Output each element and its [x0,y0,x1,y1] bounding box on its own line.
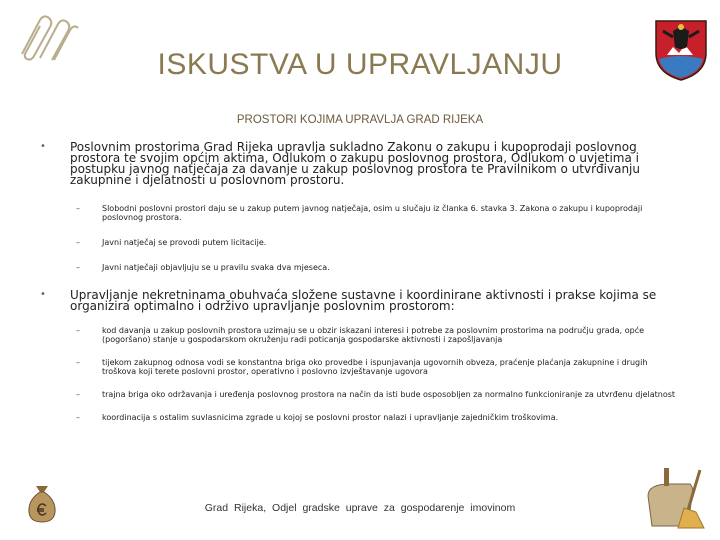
bullet-marker: • [40,141,46,152]
page-title: ISKUSTVA U UPRAVLJANJU [157,48,563,81]
list-item-text: Javni natječaji objavljuju se u pravilu svaka dva mjeseca. [102,263,330,272]
dash-marker: – [76,413,80,422]
list-item [30,326,680,344]
broom-dustpan-icon [644,466,710,530]
list-item-text: koordinacija s ostalim suvlasnicima zgrade u kojoj se poslovni prostor nalazi i upravljanje zajedničkim troškovima. [102,413,559,422]
list-item-text: Slobodni poslovni prostori daju se u zakup putem javnog natječaja, osim u slučaju iz članka 6. stavka 3. Zakona o zakupu i kupoprodaji poslovnog prostora. [102,204,643,222]
section-1-paragraph [30,142,680,186]
bullet-marker: • [40,289,46,300]
dash-marker: – [76,326,80,335]
list-item-text: trajna briga oko održavanja i uređenja poslovnog prostora na način da isti bude osposobljen za normalno funkcioniranje za utvrđenu djelatnost [102,390,676,399]
list-item [30,204,680,222]
section-2-paragraph [30,290,680,312]
list-item-text: tijekom zakupnog odnosa vodi se konstantna briga oko provedbe i ispunjavanja ugovornih obveza, praćenje plaćanja zakupnine i drugih troškova koji terete poslovni prostor, operativno i poslovno izvještavanje ugovora [102,358,648,376]
section-2-text: Upravljanje nekretninama obuhvaća složene sustavne i koordinirane aktivnosti i prakse kojima se organizira optimalno i održivo upravljanje poslovnim prostorom: [70,288,657,313]
dash-marker: – [76,390,80,399]
list-item [30,413,680,422]
list-item [30,358,680,376]
list-item-text: Javni natječaj se provodi putem licitacije. [102,238,267,247]
list-item [30,263,680,272]
dash-marker: – [76,358,80,367]
page-subtitle: PROSTORI KOJIMA UPRAVLJA GRAD RIJEKA [236,114,484,126]
footer-text: Grad Rijeka, Odjel gradske uprave za gospodarenje imovinom [204,502,516,514]
list-item [30,390,680,399]
slide-content [30,142,680,422]
dash-marker: – [76,238,80,247]
list-item-text: kod davanja u zakup poslovnih prostora uzimaju se u obzir iskazani interesi i potrebe za poslovnim prostorima na području grada, opće (pogoršano) stanje u gospodarskom okruženju radi poticanja gospodarske aktivnosti i zapošljavanja [102,326,645,344]
list-item [30,238,680,247]
section-1-text: Poslovnim prostorima Grad Rijeka upravlja sukladno Zakonu o zakupu i kupoprodaji poslovnog prostora te svojim općim aktima, Odlukom o zakupu poslovnog prostora, Odlukom o uvjetima i postupku javnog natječaja za davanje u zakup poslovnog prostora te Pravilnikom o utvrđivanju zakupnine i djelatnosti u poslovnom prostoru. [70,140,640,187]
dash-marker: – [76,204,80,213]
dash-marker: – [76,263,80,272]
